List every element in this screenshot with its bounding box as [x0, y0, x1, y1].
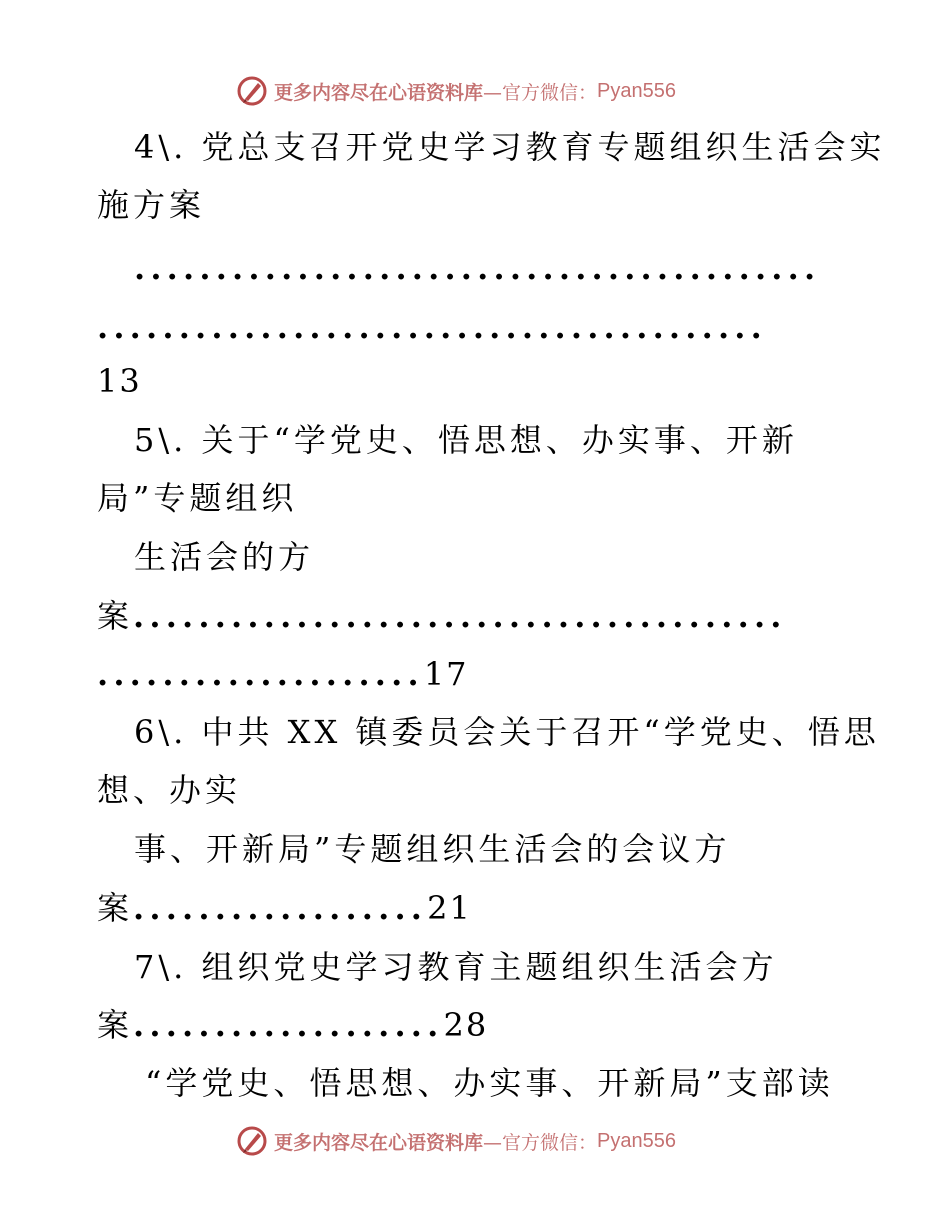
toc-entry-4-leader-dots2: .........................................: [97, 308, 767, 346]
toc-entry-5-leader-dots2: ....................: [97, 655, 424, 693]
toc-entry-6-title-line3: 事、开新局”专题组织生活会的会议方: [134, 830, 731, 868]
toc-entry-6-leader-dots: ..................: [133, 889, 428, 927]
toc-entry-6-page-number: 21: [427, 889, 472, 927]
toc-entry-8-title-line1: “学党史、悟思想、办实事、开新局”支部读: [145, 1064, 834, 1102]
toc-entry-5-page-number: 17: [423, 655, 469, 693]
toc-entry-5-title-line3: 生活会的方: [134, 538, 315, 576]
quill-logo-icon: [236, 75, 268, 107]
toc-entry-7-lead-char: 案: [97, 1006, 134, 1044]
toc-entry-5-title-line1: 5\. 关于“学党史、悟思想、办实事、开新: [134, 421, 798, 459]
quill-logo-icon: [236, 1125, 268, 1157]
watermark-main-text: 更多内容尽在心语资料库: [274, 81, 484, 104]
watermark-sub-text: —官方微信：: [483, 1131, 598, 1154]
toc-entry-5-title-line4: [97, 596, 787, 636]
toc-entry-5-title-line2: 局”专题组织: [97, 479, 298, 517]
toc-entry-4-page-number: 13: [97, 362, 142, 400]
watermark-sub-text: —官方微信：: [483, 81, 598, 104]
toc-entry-5-lead-char: 案: [97, 597, 134, 635]
toc-entry-4-leader-dots1: ..........................................: [134, 249, 821, 287]
watermark-main-text: 更多内容尽在心语资料库: [274, 1131, 484, 1154]
toc-entry-4-title-line1: 4\. 党总支召开党史学习教育专题组织生活会实: [134, 128, 886, 166]
toc-entry-6-title-line2: 想、办实: [97, 771, 242, 809]
footer-watermark: [236, 1124, 716, 1158]
toc-entry-5-leader-dots1: ........................................: [133, 597, 787, 635]
toc-entry-4-title-line2: 施方案: [97, 186, 206, 224]
toc-entry-7-leader-dots: ...................: [133, 1006, 444, 1044]
toc-entry-6-title-line4: [97, 888, 472, 928]
toc-entry-7-title-line1: 7\. 组织党史学习教育主题组织生活会方: [134, 948, 778, 986]
toc-entry-5-title-line5: [97, 654, 469, 694]
toc-entry-7-page-number: 28: [443, 1006, 489, 1044]
watermark-wechat-id: Pyan556: [597, 79, 676, 102]
watermark-wechat-id: Pyan556: [597, 1129, 676, 1152]
toc-entry-7-title-line2: [97, 1005, 488, 1045]
toc-entry-6-title-line1: 6\. 中共 XX 镇委员会关于召开“学党史、悟思: [134, 713, 880, 751]
toc-entry-6-lead-char: 案: [97, 889, 134, 927]
header-watermark: [236, 74, 716, 108]
